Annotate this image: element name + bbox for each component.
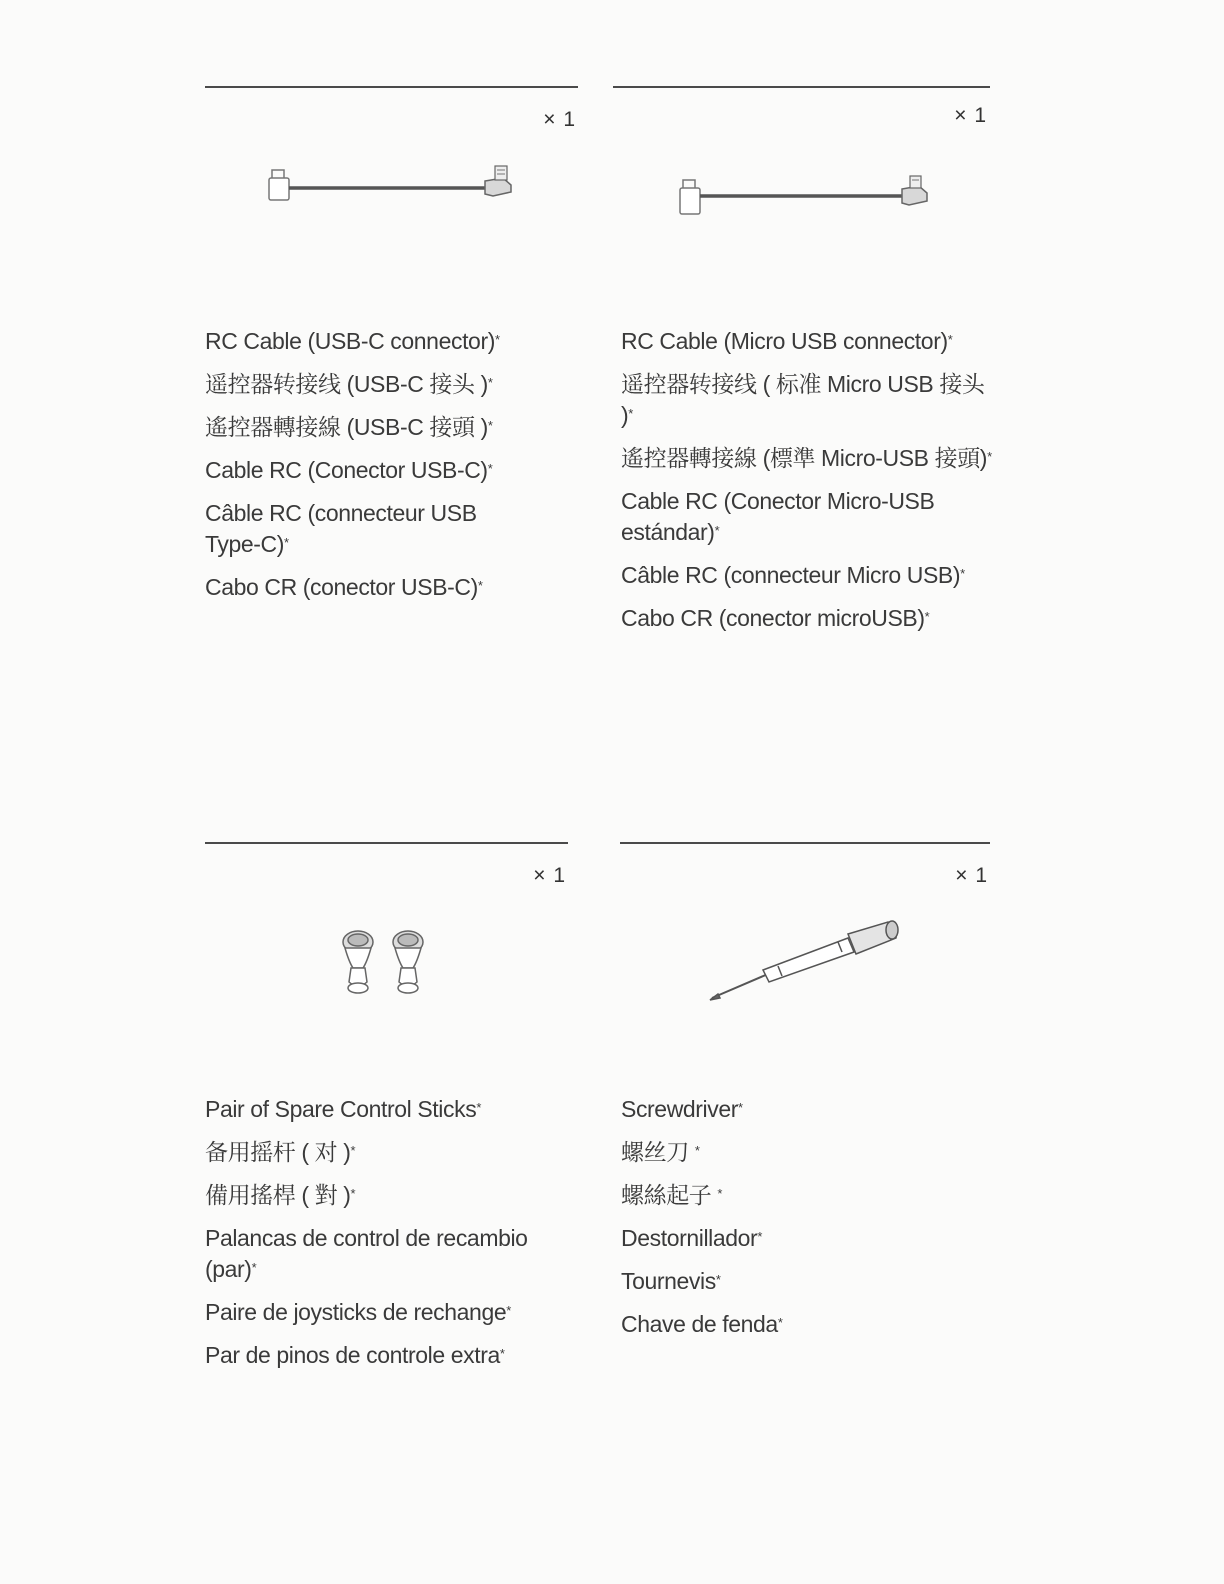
item-quantity: × 1	[543, 108, 576, 131]
item-divider	[205, 86, 578, 88]
screwdriver-icon	[708, 912, 908, 1009]
item-name-en: RC Cable (USB-C connector)*	[205, 328, 500, 354]
micro-usb-cable-icon	[677, 168, 937, 225]
item-name-pt: Chave de fenda*	[621, 1311, 783, 1337]
item-name-zh-hant: 備用搖桿 ( 對 )*	[205, 1182, 356, 1208]
item-name-zh-hant: 遙控器轉接線 (標準 Micro-USB 接頭)*	[621, 445, 992, 471]
item-divider	[613, 86, 990, 88]
item-name-fr: Tournevis*	[621, 1268, 721, 1294]
item-name-zh-hans: 备用摇杆 ( 对 )*	[205, 1139, 356, 1165]
control-sticks-icon	[335, 928, 435, 1005]
item-quantity: × 1	[533, 864, 566, 887]
item-name-list	[621, 326, 1001, 646]
item-name-fr: Câble RC (connecteur USB Type-C)*	[205, 500, 477, 557]
item-name-list	[205, 1094, 570, 1383]
item-name-es: Cable RC (Conector USB-C)*	[205, 457, 493, 483]
item-name-pt: Cabo CR (conector USB-C)*	[205, 574, 483, 600]
item-quantity: × 1	[955, 864, 988, 887]
item-quantity: × 1	[954, 104, 987, 127]
item-name-pt: Cabo CR (conector microUSB)*	[621, 605, 930, 631]
item-name-zh-hans: 螺丝刀 *	[621, 1139, 700, 1165]
item-divider	[620, 842, 990, 844]
item-name-fr: Câble RC (connecteur Micro USB)*	[621, 562, 965, 588]
usb-c-cable-icon	[267, 158, 517, 213]
item-name-en: RC Cable (Micro USB connector)*	[621, 328, 953, 354]
item-name-list	[621, 1094, 993, 1352]
package-item-control-sticks	[205, 842, 570, 1382]
package-item-screwdriver	[620, 842, 992, 1382]
item-name-en: Pair of Spare Control Sticks*	[205, 1096, 481, 1122]
package-item-usb-c-cable	[205, 86, 578, 626]
item-name-zh-hant: 遙控器轉接線 (USB-C 接頭 )*	[205, 414, 493, 440]
item-name-zh-hans: 遥控器转接线 ( 标准 Micro USB 接头 )*	[621, 371, 985, 428]
item-name-en: Screwdriver*	[621, 1096, 743, 1122]
item-name-es: Palancas de control de recambio (par)*	[205, 1225, 528, 1282]
item-name-zh-hant: 螺絲起子 *	[621, 1182, 723, 1208]
item-divider	[205, 842, 568, 844]
package-item-micro-usb-cable	[613, 86, 993, 631]
item-name-list	[205, 326, 578, 615]
item-name-fr: Paire de joysticks de rechange*	[205, 1299, 511, 1325]
item-name-pt: Par de pinos de controle extra*	[205, 1342, 505, 1368]
item-name-zh-hans: 遥控器转接线 (USB-C 接头 )*	[205, 371, 493, 397]
item-name-es: Cable RC (Conector Micro-USB estándar)*	[621, 488, 935, 545]
item-name-es: Destornillador*	[621, 1225, 762, 1251]
